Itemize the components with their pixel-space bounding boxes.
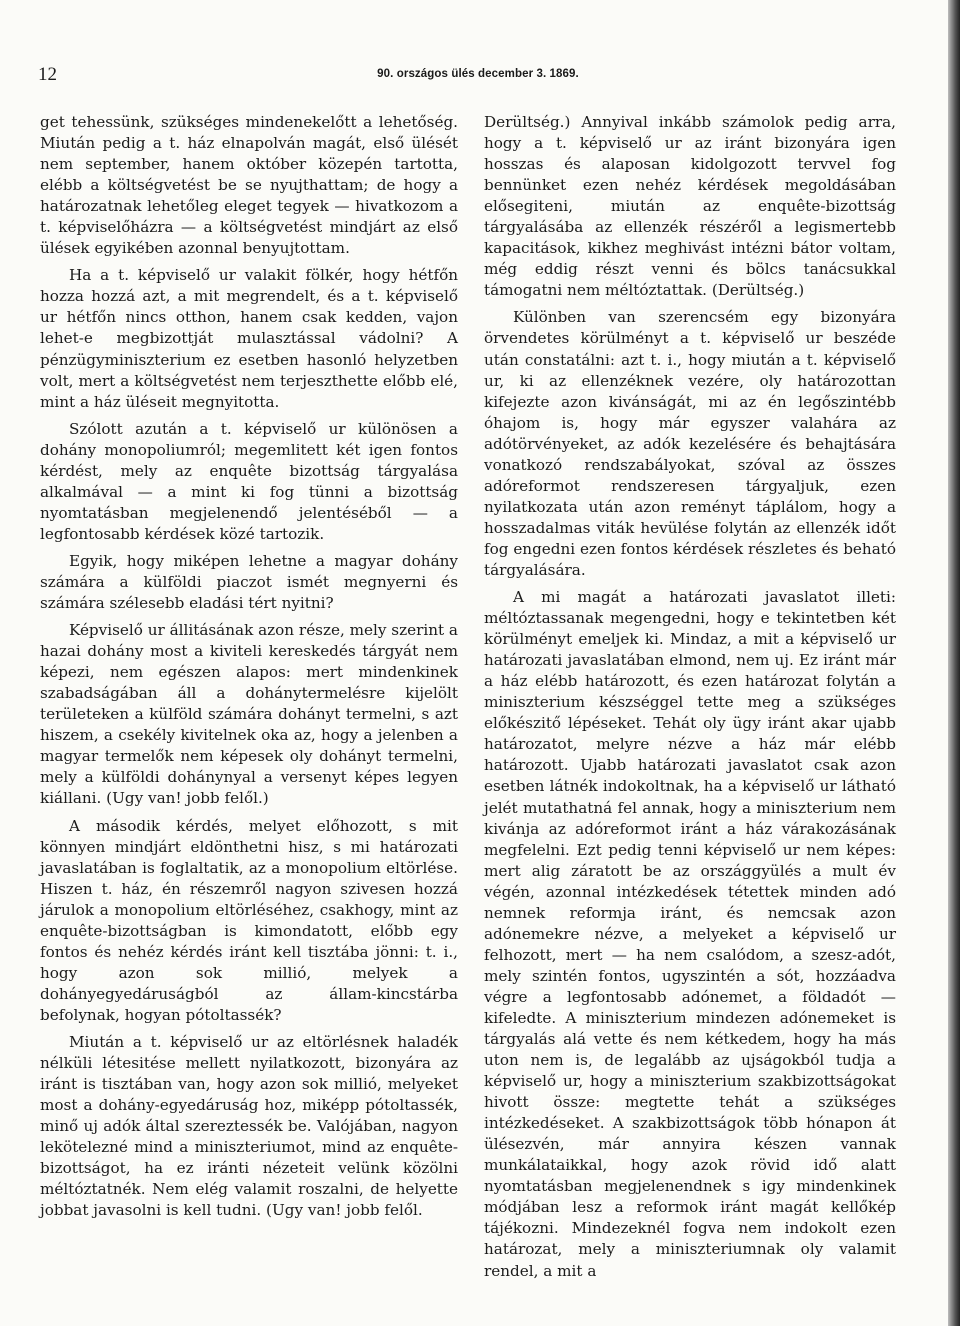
scan-edge <box>948 0 960 1326</box>
paragraph: Derültség.) Annyival inkább számolok pedig arra, hogy a t. képviselő ur az iránt bizonyára igen hosszas és alaposan kidolgozott tervvel fog bennünket ezen nehéz kérdések megoldásában elősegiteni, miután az enquête-bizottság tárgyalásába az ellenzék részéről a legismertebb kapacitások, kikhez meghivást intézni bátor voltam, még eddig részt venni és bölcs tanácsukkal támogatni nem méltóztattak. (Derültség.) <box>484 113 896 300</box>
paragraph: Miután a t. képviselő ur az eltörlésnek haladék nélküli létesitése mellett nyilatkozott, bizonyára az iránt is tisztában van, hogy azon sok millió, melyeket most a dohány-egyedáruság hoz, miképp pótoltassék, minő uj adók által szereztessék be. Valójában, nagyon lekötelezné mind a miniszteriumot, mind az enquête-bizottságot, ha ez iránti nézeteit velünk közölni méltóztatnék. Nem elég valamit roszalni, de helyette jobbat javasolni is kell tudni. (Ugy van! jobb felől. <box>40 1032 458 1220</box>
paragraph: get tehessünk, szükséges mindenekelőtt a lehetőség. Miután pedig a t. ház elnapolván magát, első ülését nem september, hanem október közepén tartotta, elébb a költségvetést be se nyujthattam; de hogy a határozatnak lehetőleg eleget tegyek — hivatkozom a t. képviselőházra — a költségvetést mindjárt az első ülések egyikében azonnal benyujtottam. <box>40 113 458 258</box>
paragraph: A második kérdés, melyet előhozott, s mit könnyen mindjárt eldönthetni hisz, s mi határozati javaslatában is foglaltatik, az a monopolium eltörlése. Hiszen t. ház, én részemről nagyon szivesen hozzá járulok a monopolium eltörléséhez, csakhogy, mint az enquête-bizottságban is kimondatott, előbb egy fontos és nehéz kérdés iránt kell tisztába jönni: t. i., hogy azon sok millió, melyek a dohányegyedáruságból az állam-kincstárba befolynak, hogyan pótoltassék? <box>40 816 458 1024</box>
session-title: 90. országos ülés december 3. 1869. <box>377 68 579 80</box>
paragraph: A mi magát a határozati javaslatot illeti: méltóztassanak megengedni, hogy e tekintetben két körülményt emeljek ki. Mindaz, a mit a képviselő ur határozati javaslatában elmond, nem uj. Ez iránt már a ház elébb határozott, és ezen határozat folytán a miniszterium készséggel tette meg a szükséges előkészitő lépéseket. Tehát oly ügy iránt akar ujabb határozatot, melyre nézve a ház már elébb határozott. Ujabb határozati javaslatot csak azon esetben látnék indokoltnak, ha a képviselő ur látható jelét mutathatná fel annak, hogy a miniszterium nem kivánja az adóreformot iránt a ház várakozásának megfelelni. Ezt pedig tenni képviselő ur nem képes: mert alig záratott be az országgyülés a mult év végén, azonnal intézkedések tétettek minden adó nemnek reformja iránt, és nemcsak azon adónemekre nézve, a melyeket a képviselő ur felhozott, mert — ha nem csalódom, a szesz-adót, mely szintén fontos, ugyszintén a sót, hozzáadva végre a legfontosabb adónemet, a földadót — kifeledte. A miniszterium mindezen adónemeket is tárgyalás alá vette és nem kétkedem, hogy ha más uton nem is, de legalább az ujságokból tudja a képviselő ur, hogy a miniszterium szakbizottságokat hivott össze: megtette tehát a szükséges intézkedéseket. A szakbizottságok több hónapon át ülésezvén, már annyira készen vannak munkálataikkal, hogy azok rövid idő alatt nyomtatásban megjelenendnek s igy mindenkinek módjában lesz a reformok iránt magát kellőkép tájékozni. Mindezeknél fogva nem indokolt ezen határozat, mely a miniszteriumnak oly valamit rendel, a mit a <box>484 588 896 1280</box>
paragraph: Egyik, hogy miképen lehetne a magyar dohány számára a külföldi piaczot ismét megnyerni és számára szélesebb eladási tért nyitni? <box>40 551 458 613</box>
paragraph: Ha a t. képviselő ur valakit fölkér, hogy hétfőn hozza hozzá azt, a mit megrendelt, és a t. képviselő ur hétfőn nincs otthon, hanem csak kedden, vajon lehet-e megbizottját mulasztással vádolni? A pénzügyminiszterium ez esetben hasonló helyzetben volt, mert a költségvetést nem terjeszthette előbb elé, mint a ház üléseit megnyitotta. <box>40 266 458 411</box>
paragraph: Szólott azután a t. képviselő ur különösen a dohány monopoliumról; megemlitett két igen fontos kérdést, mely az enquête bizottság tárgyalása alkalmával — a mint ki fog tünni a bizottság nyomtatásban megjelenendő jelentéséből — a legfontosabb kérdések közé tartozik. <box>40 419 458 543</box>
page-header <box>38 64 918 88</box>
page-number: 12 <box>38 64 57 85</box>
right-column <box>484 112 896 1288</box>
paragraph: Különben van szerencsém egy bizonyára örvendetes körülményt a t. képviselő ur beszéde után constatálni: azt t. i., hogy miután a t. képviselő ur, ki az ellenzéknek vezére, oly határozottan kifejezte azon kivánságát, mi az én legőszintébb óhajom is, hogy már egyszer valahára az adótörvényeket, az adók kezelésére és behajtására vonatkozó rendszabályokat, szóval az összes adóreformot rendszeresen tárgyaljuk, ezen nyilatkozata után azon reményt táplálom, hogy a hosszadalmas viták hevülése folytán az ellenzék időt fog engedni ezen fontos kérdések részletes és beható tárgyalására. <box>484 308 896 579</box>
left-column <box>40 112 458 1227</box>
paragraph: Képviselő ur állitásának azon része, mely szerint a hazai dohány most a kiviteli kereskedés tárgyát nem képezi, nem egészen alapos: mert mindenkinek szabadságában áll a dohánytermelésre kijelölt területeken a külföld számára dohányt termelni, s azt hiszem, a csekély kivitelnek oka az, hogy a jelenben a magyar termelők nem képesek oly dohányt termelni, mely a külföldi dohánynyal a versenyt képes legyen kiállani. (Ugy van! jobb felől.) <box>40 621 458 808</box>
